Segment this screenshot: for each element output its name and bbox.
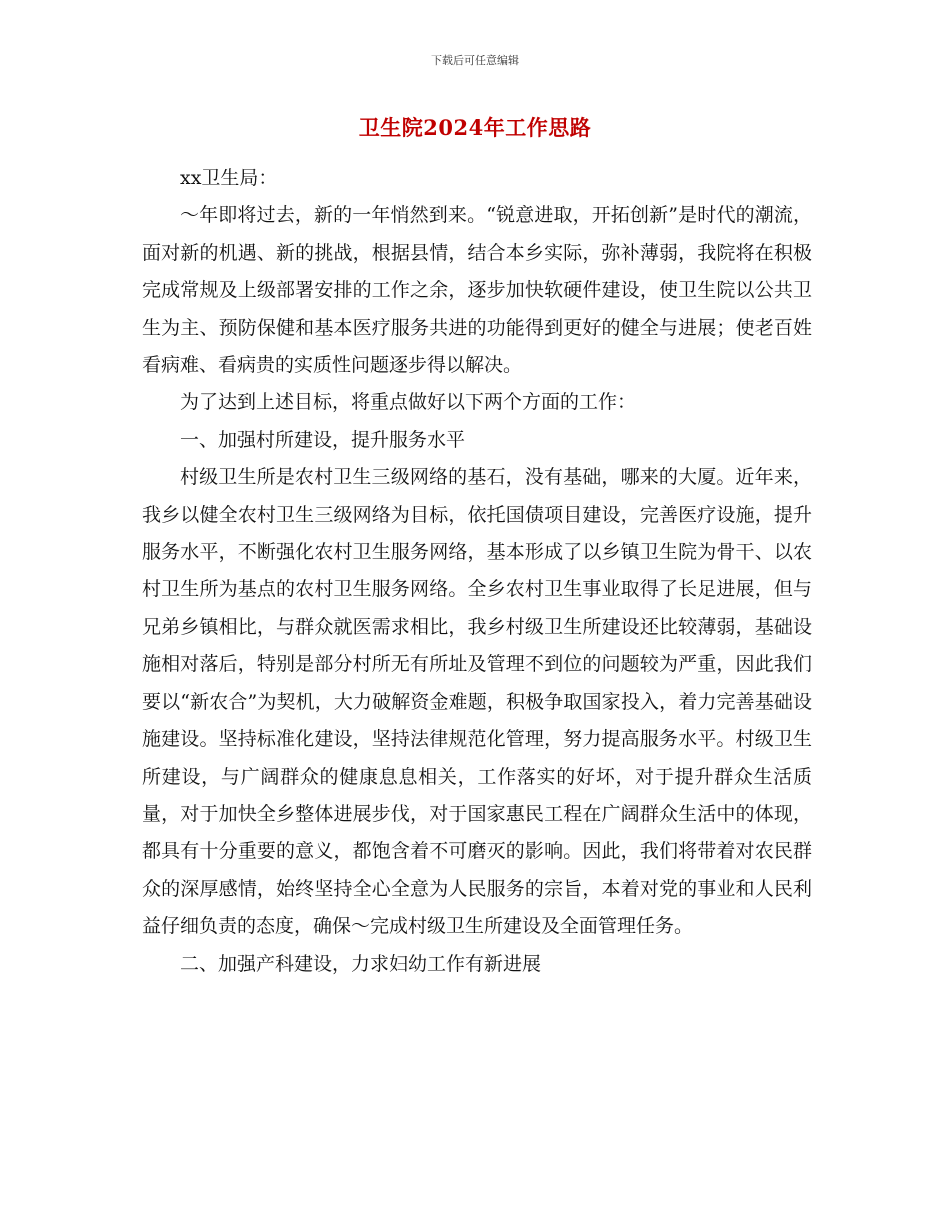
- section-heading-2: 二、加强产科建设，力求妇幼工作有新进展: [180, 952, 542, 975]
- salutation: xx卫生局：: [180, 167, 278, 189]
- paragraph-intro: ～年即将过去，新的一年悄然到来。“锐意进取，开拓创新”是时代的潮流，面对新的机遇、新的挑战，根据县情，结合本乡实际，弥补薄弱，我院将在积极完成常规及上级部署安排的工作之余，逐步加快软硬件建设，使卫生院以公共卫生为主、预防保健和基本医疗服务共进的功能得到更好的健全与进展；使老百姓看病难、看病贵的实质性问题逐步得以解决。: [142, 204, 812, 377]
- page-header-note: 下载后可任意编辑: [431, 54, 519, 67]
- paragraph-goals: 为了达到上述目标，将重点做好以下两个方面的工作：: [180, 391, 637, 414]
- paragraph-village-clinics: 村级卫生所是农村卫生三级网络的基石，没有基础，哪来的大厦。近年来，我乡以健全农村卫生三级网络为目标，依托国债项目建设，完善医疗设施，提升服务水平，不断强化农村卫生服务网络，基本形成了以乡镇卫生院为骨干、以农村卫生所为基点的农村卫生服务网络。全乡农村卫生事业取得了长足进展，但与兄弟乡镇相比，与群众就医需求相比，我乡村级卫生所建设还比较薄弱，基础设施相对落后，特别是部分村所无有所址及管理不到位的问题较为严重，因此我们要以“新农合”为契机，大力破解资金难题，积极争取国家投入，着力完善基础设施建设。坚持标准化建设，坚持法律规范化管理，努力提高服务水平。村级卫生所建设，与广阔群众的健康息息相关，工作落实的好坏，对于提升群众生活质量，对于加快全乡整体进展步伐，对于国家惠民工程在广阔群众生活中的体现，都具有十分重要的意义，都饱含着不可磨灭的影响。因此，我们将带着对农民群众的深厚感情，始终坚持全心全意为人民服务的宗旨，本着对党的事业和人民利益仔细负责的态度，确保～完成村级卫生所建设及全面管理任务。: [142, 466, 812, 938]
- document-title: 卫生院2024年工作思路: [358, 115, 592, 140]
- document-body: [142, 160, 812, 983]
- section-heading-1: 一、加强村所建设，提升服务水平: [180, 428, 466, 451]
